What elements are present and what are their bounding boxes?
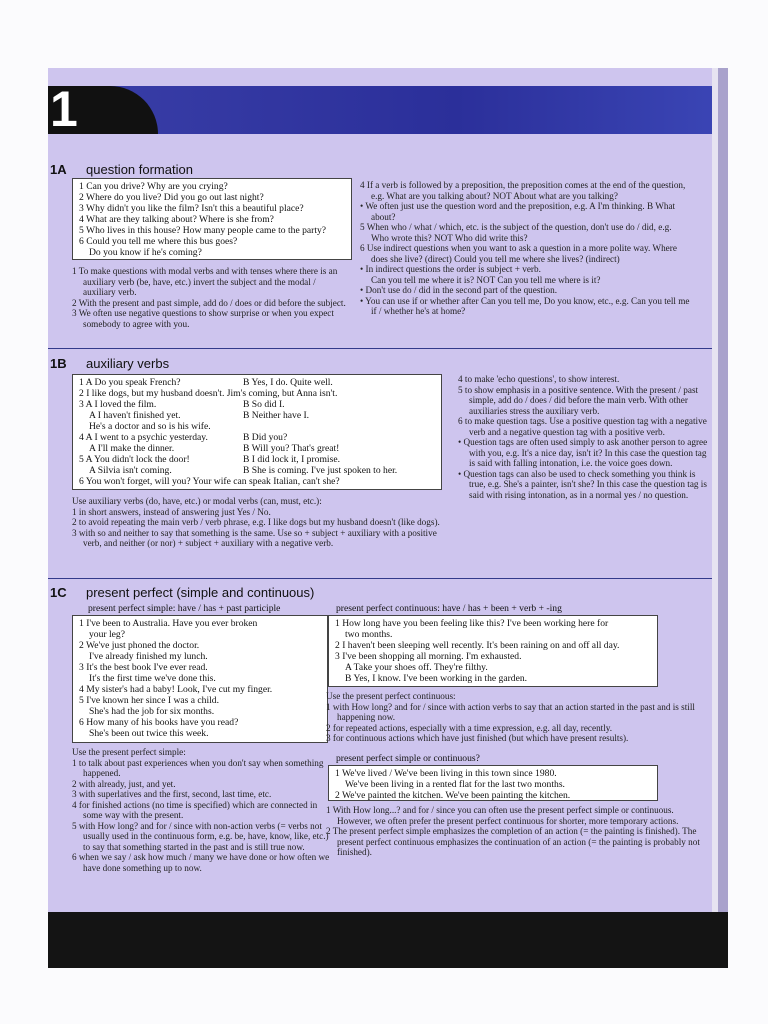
example-line: She's had the job for six months. bbox=[89, 706, 215, 717]
example-b: B So did I. bbox=[243, 399, 285, 410]
example-line: 6 How many of his books have you read? bbox=[79, 717, 239, 728]
note: 2 for repeated actions, especially with a time expression, e.g. all day, recently. bbox=[326, 722, 613, 733]
example-line: 1 How long have you been feeling like this? I've been working here for bbox=[335, 618, 609, 629]
example-b: B Will you? That's great! bbox=[243, 443, 340, 454]
example-line: I've already finished my lunch. bbox=[89, 651, 208, 662]
subheader-simple-or-continuous: present perfect simple or continuous? bbox=[336, 753, 480, 764]
example-a: 5 A You didn't lock the door! bbox=[79, 454, 190, 465]
note: Use auxiliary verbs (do, have, etc.) or modal verbs (can, must, etc.): bbox=[72, 496, 322, 506]
notes-right bbox=[360, 180, 690, 317]
note: 2 to avoid repeating the main verb / verb phrase, e.g. I like dogs but my husband doesn't (like dogs). bbox=[72, 517, 440, 527]
example-line: 3 It's the best book I've ever read. bbox=[79, 662, 208, 673]
example-line: 1 I've been to Australia. Have you ever broken bbox=[79, 618, 258, 629]
example-line: 3 Why didn't you like the film? Isn't this a beautiful place? bbox=[79, 203, 304, 214]
example-line: 2 We've just phoned the doctor. bbox=[79, 640, 200, 651]
example-line: 2 Where do you live? Did you go out last night? bbox=[79, 192, 264, 203]
note: • We often just use the question word and the preposition, e.g. A I'm thinking. B What about? bbox=[360, 201, 676, 222]
example-line: We've been living in a rented flat for the last two months. bbox=[345, 779, 565, 790]
example-b: B Neither have I. bbox=[243, 410, 310, 421]
note: 3 with superlatives and the first, second, last time, etc. bbox=[72, 789, 272, 799]
example-line: two months. bbox=[345, 629, 393, 640]
examples-box-simple-or-continuous bbox=[328, 765, 658, 801]
section-code: 1C bbox=[50, 585, 67, 600]
example-a: A I haven't finished yet. bbox=[89, 410, 181, 421]
note: 3 with so and neither to say that something is the same. Use so + subject + auxiliary with a positive verb, and neither (or nor) + subject + auxiliary with a negative verb. bbox=[72, 527, 437, 548]
example-line: Do you know if he's coming? bbox=[89, 247, 202, 258]
example-line: It's the first time we've done this. bbox=[89, 673, 216, 684]
example-line: 5 I've known her since I was a child. bbox=[79, 695, 219, 706]
examples-box-simple bbox=[72, 615, 328, 743]
example-b: B Did you? bbox=[243, 432, 288, 443]
example-line: He's a doctor and so is his wife. bbox=[89, 421, 211, 432]
example-a: A I'll make the dinner. bbox=[89, 443, 175, 454]
unit-number: 1 bbox=[50, 81, 78, 137]
note: 1 With How long...? and for / since you can often use the present perfect simple or continuous. However, we often prefer the present perfect continuous for shorter, more temporary actions. bbox=[326, 805, 679, 826]
note: 3 We often use negative questions to show surprise or when you expect somebody to agree with you. bbox=[72, 308, 334, 329]
notes-continuous bbox=[326, 691, 710, 744]
section-title: question formation bbox=[86, 162, 193, 177]
subheader-continuous: present perfect continuous: have / has + been + verb + -ing bbox=[336, 603, 562, 614]
example-a: 4 A I went to a psychic yesterday. bbox=[79, 432, 208, 443]
note: 1 to talk about past experiences when you don't say when something happened. bbox=[72, 757, 324, 778]
section-divider bbox=[48, 348, 712, 349]
note: 4 If a verb is followed by a preposition, the preposition comes at the end of the question, e.g. What are you talking about? NOT About what are you talking? bbox=[360, 180, 686, 201]
note: 4 to make 'echo questions', to show interest. bbox=[458, 374, 620, 384]
example-line: 1 Can you drive? Why are you crying? bbox=[79, 181, 228, 192]
example-line: 2 We've painted the kitchen. We've been painting the kitchen. bbox=[335, 790, 571, 801]
subheader-simple: present perfect simple: have / has + past participle bbox=[88, 603, 281, 614]
example-line: 2 I like dogs, but my husband doesn't. Jim's coming, but Anna isn't. bbox=[79, 388, 338, 399]
note: 6 when we say / ask how much / many we have done or how often we have done something up to now. bbox=[72, 852, 330, 873]
note: • In indirect questions the order is subject + verb. bbox=[360, 264, 541, 274]
examples-box bbox=[72, 374, 442, 490]
example-line: 1 We've lived / We've been living in this town since 1980. bbox=[335, 768, 557, 779]
example-line: your leg? bbox=[89, 629, 125, 640]
example-line: 6 You won't forget, will you? Your wife can speak Italian, can't she? bbox=[79, 476, 340, 487]
note: 1 with How long? and for / since with action verbs to say that an action started in the past and is still happening now. bbox=[326, 701, 695, 722]
example-a: 3 A I loved the film. bbox=[79, 399, 157, 410]
note: 2 with already, just, and yet. bbox=[72, 778, 176, 789]
section-title: auxiliary verbs bbox=[86, 356, 170, 371]
note: • Don't use do / did in the second part of the question. bbox=[360, 285, 558, 295]
note: 1 To make questions with modal verbs and with tenses where there is an auxiliary verb (be, have, etc.) invert the subject and the modal / auxiliary verb. bbox=[72, 266, 338, 297]
examples-box-continuous bbox=[328, 615, 658, 687]
notes-simple bbox=[72, 747, 330, 873]
example-line: 4 What are they talking about? Where is she from? bbox=[79, 214, 274, 225]
example-line: 3 I've been shopping all morning. I'm exhausted. bbox=[335, 651, 522, 662]
note: 6 to make question tags. Use a positive question tag with a negative verb and a negative question tag with a positive verb. bbox=[458, 416, 707, 437]
example-line: She's been out twice this week. bbox=[89, 728, 209, 739]
examples-box bbox=[72, 178, 352, 260]
note: • Question tags can also be used to check something you think is true, e.g. She's a painter, isn't she? In this case the question tag is said with rising intonation, as in a normal yes / no question. bbox=[458, 468, 707, 500]
example-line: 6 Could you tell me where this bus goes? bbox=[79, 236, 238, 247]
note: 5 When who / what / which, etc. is the subject of the question, don't use do / did, e.g. Who wrote this? NOT Who did write this? bbox=[360, 222, 672, 243]
example-line: 2 I haven't been sleeping well recently. It's been raining on and off all day. bbox=[335, 640, 620, 651]
example-a: A Silvia isn't coming. bbox=[89, 465, 172, 476]
example-line: B Yes, I know. I've been working in the garden. bbox=[345, 673, 528, 684]
note: • Question tags are often used simply to ask another person to agree with you, e.g. It's a nice day, isn't it? In this case the question tag is said with falling intonation, i.e. the voice goes down. bbox=[458, 437, 708, 468]
note: 5 to show emphasis in a positive sentence. With the present / past simple, add do / does / did before the main verb. With other auxiliaries stress the auxiliary verb. bbox=[458, 384, 699, 416]
section-code: 1B bbox=[50, 356, 67, 371]
note: Use the present perfect simple: bbox=[72, 747, 186, 757]
notes-left bbox=[72, 266, 348, 329]
notes-left bbox=[72, 496, 442, 549]
example-a: 1 A Do you speak French? bbox=[79, 377, 181, 388]
example-b: B Yes, I do. Quite well. bbox=[243, 377, 333, 388]
note: 1 in short answers, instead of answering just Yes / No. bbox=[72, 506, 271, 517]
example-b: B She is coming. I've just spoken to her. bbox=[243, 465, 398, 476]
example-line: 5 Who lives in this house? How many people came to the party? bbox=[79, 225, 327, 236]
grammar-page bbox=[48, 68, 712, 940]
note: 3 for continuous actions which have just finished (but which have present results). bbox=[326, 733, 629, 743]
note: Use the present perfect continuous: bbox=[326, 691, 456, 701]
example-line: 4 My sister's had a baby! Look, I've cut my finger. bbox=[79, 684, 273, 695]
example-line: A Take your shoes off. They're filthy. bbox=[345, 662, 488, 673]
note: 4 for finished actions (no time is specified) which are connected in some way with the present. bbox=[72, 799, 318, 820]
note: • You can use if or whether after Can you tell me, Do you know, etc., e.g. Can you tell me if / whether he's at home? bbox=[360, 295, 690, 316]
note: 2 With the present and past simple, add do / does or did before the subject. bbox=[72, 297, 346, 308]
section-code: 1A bbox=[50, 162, 67, 177]
note: Can you tell me where it is? NOT Can you tell me where is it? bbox=[371, 274, 601, 285]
section-title: present perfect (simple and continuous) bbox=[86, 585, 315, 600]
example-b: B I did lock it, I promise. bbox=[243, 454, 340, 465]
notes-simple-or-continuous bbox=[326, 805, 706, 858]
notes-right bbox=[458, 374, 708, 500]
section-divider bbox=[48, 578, 712, 579]
bottom-band bbox=[48, 912, 728, 968]
note: 5 with How long? and for / since with non-action verbs (= verbs not usually used in the continuous form, e.g. be, have, know, like, etc.) to say that something started in the past and is still true now. bbox=[72, 820, 329, 852]
page-edge bbox=[712, 68, 728, 940]
note: 6 Use indirect questions when you want to ask a question in a more polite way. Where does she live? (direct) Could you tell me where she lives? (indirect) bbox=[360, 243, 677, 264]
note: 2 The present perfect simple emphasizes the completion of an action (= the painting is finished). The present perfect continuous emphasizes the continuation of an action (= the painting is probably not finished). bbox=[326, 826, 700, 857]
